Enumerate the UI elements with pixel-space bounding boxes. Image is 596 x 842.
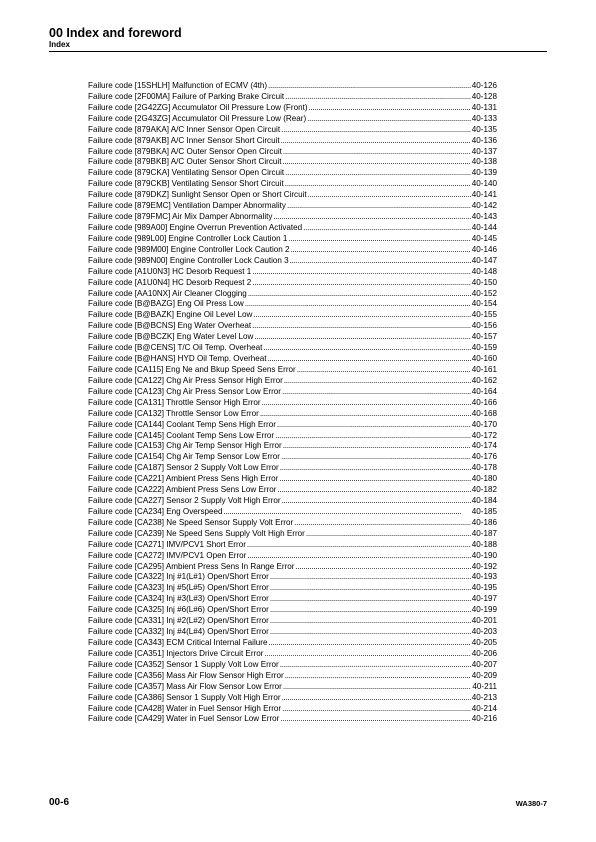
index-entry-title: Failure code [B@BAZK] Engine Oil Level Low (88, 310, 253, 320)
index-entry[interactable] (88, 201, 497, 212)
index-entry[interactable] (88, 441, 497, 452)
index-entry[interactable] (88, 616, 497, 627)
index-entry-page: 40-213 (471, 692, 497, 702)
index-entry-title: Failure code [CA352] Sensor 1 Supply Volt Low Error (88, 659, 279, 669)
dot-leader (263, 343, 470, 354)
index-entry-title: Failure code [CA324] Inj #3(L#3) Open/Short Error (88, 594, 269, 604)
index-entry[interactable] (88, 704, 497, 715)
index-entry[interactable] (88, 638, 497, 649)
dot-leader (268, 81, 471, 92)
index-entry-title: Failure code [2G42ZG] Accumulator Oil Pressure Low (Front) (88, 102, 308, 112)
index-list (88, 81, 497, 725)
index-entry[interactable] (88, 496, 497, 507)
index-entry[interactable] (88, 671, 497, 682)
index-entry-title: Failure code [CA429] Water in Fuel Sensor Low Error (88, 714, 280, 724)
index-entry-page: 40-170 (471, 419, 497, 429)
dot-leader (247, 540, 471, 551)
index-entry-title: Failure code [15SHLH] Malfunction of ECMV (4th) (88, 81, 268, 90)
index-entry-title: Failure code [879DKZ] Sunlight Sensor Open or Short Circuit (88, 190, 307, 200)
index-entry-page: 40-155 (471, 310, 497, 320)
dot-leader (285, 179, 471, 190)
dot-leader (294, 518, 471, 529)
index-entry-title: Failure code [989A00] Engine Overrun Prevention Activated (88, 222, 303, 232)
dot-leader (253, 310, 470, 321)
index-entry[interactable] (88, 562, 497, 573)
index-entry-page: 40-140 (471, 179, 497, 189)
dot-leader (252, 267, 470, 278)
dot-leader (303, 223, 471, 234)
index-entry[interactable] (88, 682, 497, 693)
dot-leader (252, 278, 470, 289)
index-entry[interactable] (88, 583, 497, 594)
index-entry-page: 40-164 (471, 386, 497, 396)
index-entry-page: 40-185 (471, 506, 497, 516)
index-entry[interactable] (88, 343, 497, 354)
index-entry[interactable] (88, 278, 497, 289)
index-entry-page: 40-186 (471, 517, 497, 527)
index-entry-page: 40-201 (471, 616, 497, 626)
index-entry-page: 40-128 (471, 91, 497, 101)
dot-leader (282, 693, 471, 704)
index-entry[interactable] (88, 234, 497, 245)
index-entry[interactable] (88, 92, 497, 103)
index-entry[interactable] (88, 507, 497, 518)
index-entry-title: Failure code [B@BCZK] Eng Water Level Low (88, 332, 254, 342)
index-entry-title: Failure code [879CKA] Ventilating Sensor Open Circuit (88, 168, 285, 178)
dot-leader (275, 431, 471, 442)
index-entry[interactable] (88, 157, 497, 168)
index-entry[interactable] (88, 714, 497, 725)
index-entry-title: Failure code [CA222] Ambient Press Sens Low Error (88, 485, 277, 495)
header-divider (49, 51, 547, 52)
index-entry-title: Failure code [879BKA] A/C Outer Sensor Open Circuit (88, 146, 282, 156)
index-entry-page: 40-182 (471, 485, 497, 495)
dot-leader (282, 387, 471, 398)
index-entry[interactable] (88, 179, 497, 190)
index-entry-title: Failure code [CA323] Inj #5(L#5) Open/Short Error (88, 583, 269, 593)
index-entry-title: Failure code [CA115] Eng Ne and Bkup Speed Sens Error (88, 364, 296, 374)
index-entry-page: 40-138 (471, 157, 497, 167)
index-entry[interactable] (88, 649, 497, 660)
index-entry[interactable] (88, 310, 497, 321)
dot-leader (281, 136, 471, 147)
dot-leader (297, 365, 471, 376)
dot-leader (224, 507, 471, 518)
index-entry-page: 40-178 (471, 463, 497, 473)
index-entry-page: 40-188 (471, 539, 497, 549)
index-entry[interactable] (88, 190, 497, 201)
dot-leader (270, 627, 471, 638)
dot-leader (268, 354, 471, 365)
index-entry-page: 40-192 (471, 561, 497, 571)
dot-leader (270, 583, 471, 594)
index-entry[interactable] (88, 605, 497, 616)
index-entry[interactable] (88, 147, 497, 158)
index-entry[interactable] (88, 81, 497, 92)
index-entry-page: 40-152 (471, 288, 497, 298)
index-entry-page: 40-168 (471, 408, 497, 418)
index-entry[interactable] (88, 693, 497, 704)
index-entry-page: 40-147 (471, 255, 497, 265)
dot-leader (252, 321, 471, 332)
index-entry-page: 40-142 (471, 201, 497, 211)
index-entry[interactable] (88, 289, 497, 300)
dot-leader (280, 463, 471, 474)
index-entry-page: 40-197 (471, 594, 497, 604)
dot-leader (270, 605, 471, 616)
index-entry-title: Failure code [B@BCNS] Eng Water Overheat (88, 321, 252, 331)
index-entry-title: Failure code [CA331] Inj #2(L#2) Open/Short Error (88, 616, 269, 626)
model-number: WA380-7 (515, 799, 547, 808)
index-entry-title: Failure code [CA122] Chg Air Press Sensor High Error (88, 375, 283, 385)
dot-leader (285, 168, 471, 179)
index-entry[interactable] (88, 398, 497, 409)
dot-leader (282, 157, 470, 168)
index-entry-page: 40-144 (471, 222, 497, 232)
dot-leader (282, 704, 471, 715)
dot-leader (307, 114, 471, 125)
index-entry-title: Failure code [CA272] IMV/PCV1 Open Error (88, 550, 247, 560)
index-entry[interactable] (88, 431, 497, 442)
index-entry-title: Failure code [CA227] Sensor 2 Supply Volt High Error (88, 496, 281, 506)
index-entry-title: Failure code [CA239] Ne Speed Sens Supply Volt High Error (88, 528, 305, 538)
dot-leader (262, 398, 471, 409)
index-entry-page: 40-156 (471, 321, 497, 331)
index-entry-page: 40-206 (471, 648, 497, 658)
index-entry[interactable] (88, 376, 497, 387)
index-entry-page: 40-216 (471, 714, 497, 724)
index-entry-page: 40-214 (471, 703, 497, 713)
index-entry-title: Failure code [CA295] Ambient Press Sens In Range Error (88, 561, 295, 571)
index-entry-page: 40-166 (471, 397, 497, 407)
index-entry-page: 40-157 (471, 332, 497, 342)
index-entry[interactable] (88, 103, 497, 114)
index-entry[interactable] (88, 332, 497, 343)
index-entry-title: Failure code [A1U0N3] HC Desorb Request 1 (88, 266, 252, 276)
index-entry[interactable] (88, 540, 497, 551)
dot-leader (290, 256, 471, 267)
index-entry-page: 40-193 (471, 572, 497, 582)
dot-leader (283, 441, 471, 452)
index-entry-page: 40-184 (471, 496, 497, 506)
index-entry-page: 40-174 (471, 441, 497, 451)
index-entry-page: 40-133 (471, 113, 497, 123)
dot-leader (296, 562, 471, 573)
index-entry-title: Failure code [CA322] Inj #1(L#1) Open/Short Error (88, 572, 269, 582)
index-entry-title: Failure code [CA144] Coolant Temp Sens High Error (88, 419, 276, 429)
index-entry-title: Failure code [CA357] Mass Air Flow Sensor Low Error (88, 681, 282, 691)
index-entry-title: Failure code [CA234] Eng Overspeed (88, 506, 223, 516)
index-entry-page: 40-162 (471, 375, 497, 385)
index-entry-page: 40-180 (471, 474, 497, 484)
index-entry-title: Failure code [CA343] ECM Critical Internal Failure (88, 638, 268, 648)
index-entry[interactable] (88, 223, 497, 234)
dot-leader (268, 638, 470, 649)
index-entry-page: 40-148 (471, 266, 497, 276)
dot-leader (285, 92, 471, 103)
index-entry-page: 40-160 (471, 354, 497, 364)
index-entry-title: Failure code [B@HANS] HYD Oil Temp. Overheat (88, 354, 267, 364)
index-entry-title: Failure code [CA153] Chg Air Temp Sensor High Error (88, 441, 282, 451)
dot-leader (308, 190, 471, 201)
section-title: 00 Index and foreword (49, 26, 182, 40)
index-entry-page: 40-190 (471, 550, 497, 560)
index-entry[interactable] (88, 420, 497, 431)
index-entry-page: 40-209 (471, 670, 497, 680)
index-entry-title: Failure code [CA325] Inj #6(L#6) Open/Short Error (88, 605, 269, 615)
dot-leader (278, 485, 471, 496)
index-entry-page: 40-154 (471, 299, 497, 309)
index-entry-title: Failure code [879FMC] Air Mix Damper Abnormality (88, 212, 273, 222)
index-entry[interactable] (88, 485, 497, 496)
index-entry-title: Failure code [A1U0N4] HC Desorb Request 2 (88, 277, 252, 287)
dot-leader (283, 682, 472, 693)
index-entry-title: Failure code [CA386] Sensor 1 Supply Volt High Error (88, 692, 281, 702)
index-entry-page: 40-172 (471, 430, 497, 440)
index-entry[interactable] (88, 114, 497, 125)
section-subtitle: Index (49, 40, 70, 49)
index-entry-page: 40-139 (471, 168, 497, 178)
dot-leader (280, 714, 470, 725)
index-entry-page: 40-136 (471, 135, 497, 145)
index-entry-title: Failure code [989N00] Engine Controller Lock Caution 3 (88, 255, 289, 265)
index-entry[interactable] (88, 267, 497, 278)
dot-leader (288, 234, 470, 245)
index-entry-title: Failure code [CA221] Ambient Press Sens High Error (88, 474, 279, 484)
index-entry-page: 40-141 (471, 190, 497, 200)
dot-leader (279, 474, 471, 485)
index-entry-title: Failure code [879AKA] A/C Inner Sensor Open Circuit (88, 124, 281, 134)
dot-leader (309, 103, 471, 114)
index-entry-title: Failure code [2G43ZG] Accumulator Oil Pressure Low (Rear) (88, 113, 307, 123)
index-entry-page: 40-205 (471, 638, 497, 648)
index-entry-page: 40-199 (471, 605, 497, 615)
index-entry-title: Failure code [CA332] Inj #4(L#4) Open/Short Error (88, 627, 269, 637)
dot-leader (280, 660, 471, 671)
index-entry[interactable] (88, 299, 497, 310)
dot-leader (283, 147, 471, 158)
index-entry[interactable] (88, 321, 497, 332)
index-entry-title: Failure code [AA10NX] Air Cleaner Clogging (88, 288, 247, 298)
index-entry[interactable] (88, 551, 497, 562)
index-entry-title: Failure code [CA271] IMV/PCV1 Short Error (88, 539, 246, 549)
index-entry-title: Failure code [CA356] Mass Air Flow Sensor High Error (88, 670, 284, 680)
index-entry-title: Failure code [CA154] Chg Air Temp Sensor Low Error (88, 452, 280, 462)
index-entry-page: 40-145 (471, 233, 497, 243)
index-entry-page: 40-211 (472, 681, 497, 691)
dot-leader (282, 496, 471, 507)
index-entry[interactable] (88, 125, 497, 136)
index-entry[interactable] (88, 572, 497, 583)
index-entry-page: 40-203 (471, 627, 497, 637)
dot-leader (284, 376, 471, 387)
dot-leader (254, 332, 470, 343)
dot-leader (287, 201, 471, 212)
index-entry[interactable] (88, 463, 497, 474)
index-entry-page: 40-135 (471, 124, 497, 134)
dot-leader (247, 551, 470, 562)
dot-leader (273, 212, 470, 223)
dot-leader (281, 452, 471, 463)
page-number: 00-6 (49, 797, 70, 808)
dot-leader (281, 125, 471, 136)
index-entry-page: 40-126 (471, 81, 497, 90)
index-entry-page: 40-143 (471, 212, 497, 222)
index-entry[interactable] (88, 627, 497, 638)
index-entry[interactable] (88, 245, 497, 256)
dot-leader (264, 649, 470, 660)
dot-leader (248, 289, 471, 300)
index-entry-title: Failure code [2F00MA] Failure of Parking Brake Circuit (88, 91, 285, 101)
index-entry[interactable] (88, 212, 497, 223)
index-entry[interactable] (88, 529, 497, 540)
index-entry-title: Failure code [B@CENS] T/C Oil Temp. Overheat (88, 343, 263, 353)
index-entry[interactable] (88, 660, 497, 671)
index-entry-title: Failure code [879BKB] A/C Outer Sensor Short Circuit (88, 157, 282, 167)
index-entry[interactable] (88, 387, 497, 398)
dot-leader (270, 572, 471, 583)
index-entry-title: Failure code [989M00] Engine Controller Lock Caution 2 (88, 244, 290, 254)
index-entry-title: Failure code [CA351] Injectors Drive Circuit Error (88, 648, 264, 658)
index-entry-title: Failure code [879EMC] Ventilation Damper Abnormality (88, 201, 286, 211)
index-entry-title: Failure code [CA123] Chg Air Press Sensor Low Error (88, 386, 281, 396)
index-entry-page: 40-137 (471, 146, 497, 156)
index-entry-title: Failure code [CA132] Throttle Sensor Low Error (88, 408, 259, 418)
index-entry-title: Failure code [879AKB] A/C Inner Sensor Short Circuit (88, 135, 280, 145)
index-entry[interactable] (88, 354, 497, 365)
index-entry-page: 40-150 (471, 277, 497, 287)
index-entry-title: Failure code [CA131] Throttle Sensor High Error (88, 397, 261, 407)
index-entry[interactable] (88, 518, 497, 529)
dot-leader (260, 409, 471, 420)
index-entry[interactable] (88, 452, 497, 463)
dot-leader (306, 529, 471, 540)
index-entry-page: 40-146 (471, 244, 497, 254)
index-entry-page: 40-176 (471, 452, 497, 462)
index-entry-title: Failure code [989L00] Engine Controller Lock Caution 1 (88, 233, 288, 243)
dot-leader (245, 299, 471, 310)
index-entry[interactable] (88, 594, 497, 605)
index-entry-page: 40-187 (471, 528, 497, 538)
dot-leader (285, 671, 471, 682)
index-entry-page: 40-159 (471, 343, 497, 353)
index-entry-page: 40-195 (471, 583, 497, 593)
index-entry[interactable] (88, 168, 497, 179)
dot-leader (270, 594, 471, 605)
index-entry-title: Failure code [879CKB] Ventilating Sensor Short Circuit (88, 179, 284, 189)
index-entry-title: Failure code [CA145] Coolant Temp Sens Low Error (88, 430, 275, 440)
index-entry-title: Failure code [CA238] Ne Speed Sensor Supply Volt Error (88, 517, 294, 527)
index-entry[interactable] (88, 365, 497, 376)
dot-leader (277, 420, 471, 431)
index-entry-title: Failure code [CA187] Sensor 2 Supply Volt Low Error (88, 463, 279, 473)
index-entry[interactable] (88, 474, 497, 485)
index-entry-title: Failure code [B@BAZG] Eng Oil Press Low (88, 299, 244, 309)
index-entry-page: 40-161 (471, 364, 497, 374)
dot-leader (270, 616, 471, 627)
index-entry[interactable] (88, 256, 497, 267)
index-entry-page: 40-131 (471, 102, 497, 112)
index-entry-title: Failure code [CA428] Water in Fuel Sensor High Error (88, 703, 282, 713)
index-entry[interactable] (88, 136, 497, 147)
index-entry[interactable] (88, 409, 497, 420)
dot-leader (291, 245, 471, 256)
index-entry-page: 40-207 (471, 659, 497, 669)
